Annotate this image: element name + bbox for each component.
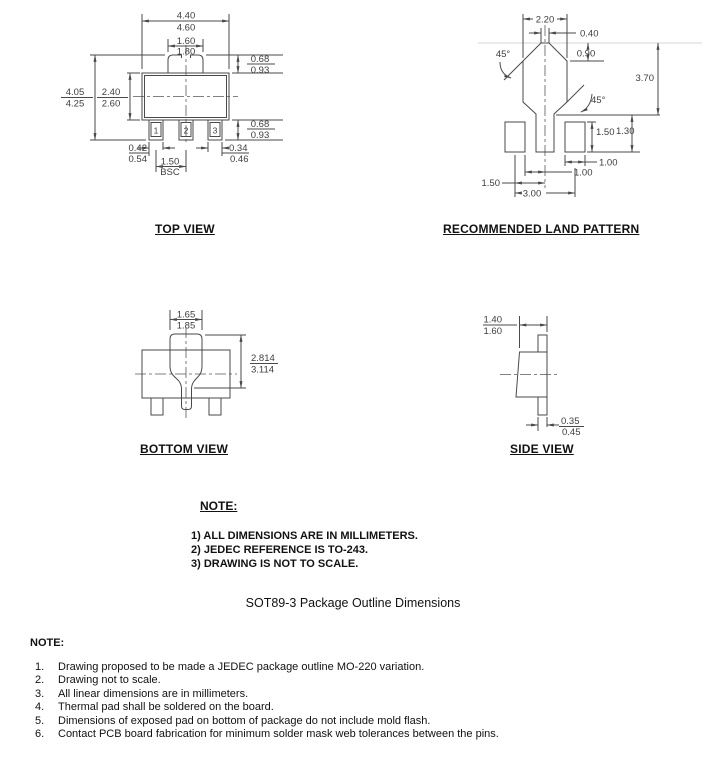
dim-lead-length-min: 0.68 <box>250 119 270 130</box>
footer-note-row <box>35 674 499 687</box>
note-text: Drawing not to scale. <box>58 674 161 687</box>
dim-pad-span: 3.00 <box>522 188 542 200</box>
note-number: 1. <box>35 661 45 673</box>
bottom-lead-1 <box>151 398 163 415</box>
drawing-note-2: 2) JEDEC REFERENCE IS TO-243. <box>191 544 369 556</box>
dim-tab-length-min: 0.68 <box>250 54 270 65</box>
footer-note-heading: NOTE: <box>30 637 65 649</box>
side-tab <box>538 335 547 352</box>
dim-overall-height-min: 4.05 <box>65 87 85 98</box>
dim-angle-mid: 45° <box>591 95 606 106</box>
page-title: SOT89-3 Package Outline Dimensions <box>245 596 461 610</box>
drawing-note-1: 1) ALL DIMENSIONS ARE IN MILLIMETERS. <box>191 530 418 542</box>
dim-side-pad-len-a: 1.50 <box>596 127 615 138</box>
dim-body-height-max: 2.60 <box>101 98 121 110</box>
dim-lead-thickness-min: 0.35 <box>561 416 580 427</box>
dim-tab-width-min: 1.60 <box>176 36 196 47</box>
drawing-note-3: 3) DRAWING IS NOT TO SCALE. <box>191 558 359 570</box>
dim-pad-length: 3.70 <box>635 73 654 84</box>
note-number: 6. <box>35 728 45 741</box>
top-view-drawing <box>61 11 283 179</box>
pin-number-1: 1 <box>153 125 159 136</box>
note-text: Drawing proposed to be made a JEDEC package outline MO-220 variation. <box>58 661 425 673</box>
dim-side-body-width-max: 1.60 <box>483 326 502 337</box>
drawing-note-heading: NOTE: <box>200 499 238 513</box>
dim-lead1-width-min: 0.42 <box>128 143 147 154</box>
dim-center-to-pad: 1.50 <box>481 178 500 189</box>
dim-angle-top: 45° <box>495 49 511 60</box>
dim-bottom-pad-width-max: 1.85 <box>176 320 196 332</box>
note-text: All linear dimensions are in millimeters. <box>58 687 249 700</box>
dim-pitch-qualifier: BSC <box>160 167 180 178</box>
note-number: 4. <box>35 701 45 714</box>
dim-notch-width: 0.40 <box>580 28 599 40</box>
dim-tab-length-max: 0.93 <box>250 65 270 76</box>
footer-note-row <box>35 728 499 741</box>
note-number: 2. <box>35 674 45 687</box>
pin-number-3: 3 <box>212 125 218 136</box>
land-pattern-drawing <box>478 14 702 200</box>
side-lead <box>538 397 547 415</box>
top-view-label: TOP VIEW <box>155 222 215 236</box>
footer-note-row <box>35 715 499 728</box>
note-text: Thermal pad shall be soldered on the board. <box>58 701 274 714</box>
dim-lead1-width-max: 0.54 <box>128 154 147 165</box>
dim-pitch-value: 1.50 <box>160 156 180 168</box>
dim-lead-width-min: 0.34 <box>229 143 248 154</box>
note-number: 5. <box>35 714 45 727</box>
dim-stem-to-pad: 1.00 <box>574 167 593 179</box>
land-pattern-label: RECOMMENDED LAND PATTERN <box>443 222 640 236</box>
pin-number-2: 2 <box>183 125 189 136</box>
right-pad <box>565 122 585 152</box>
dim-bottom-pad-length-min: 2.814 <box>251 353 275 364</box>
footer-note-row <box>35 661 499 674</box>
footer-notes <box>35 661 499 741</box>
dim-taper-depth: 0.90 <box>576 48 596 60</box>
side-view-label: SIDE VIEW <box>510 442 574 456</box>
bottom-view-label: BOTTOM VIEW <box>140 442 228 456</box>
side-view-drawing <box>483 315 584 439</box>
footer-note-row <box>35 688 499 701</box>
dim-lead-length-max: 0.93 <box>250 130 270 141</box>
drawing-notes <box>191 529 418 571</box>
dim-overall-height-max: 4.25 <box>65 98 85 110</box>
tab-outline <box>168 55 182 73</box>
dim-lead-thickness-max: 0.45 <box>562 427 581 438</box>
dim-overall-width-max: 4.60 <box>176 22 196 34</box>
bottom-lead-3 <box>209 398 221 415</box>
dim-lead-width-max: 0.46 <box>230 154 249 165</box>
dim-side-body-width-min: 1.40 <box>483 314 502 326</box>
left-pad <box>505 122 525 152</box>
dim-pad-top-width: 2.20 <box>535 14 555 26</box>
note-text: Dimensions of exposed pad on bottom of package do not include mold flash. <box>58 714 431 727</box>
note-text: Contact PCB board fabrication for minimum solder mask web tolerances between the pins. <box>58 728 499 741</box>
dim-body-height-min: 2.40 <box>101 87 121 98</box>
dim-bottom-pad-length-max: 3.114 <box>251 364 275 376</box>
footer-note-row <box>35 701 499 714</box>
dim-side-pad-len-b: 1.30 <box>616 126 635 137</box>
note-number: 3. <box>35 687 45 700</box>
dim-overall-width-min: 4.40 <box>176 10 196 22</box>
dim-side-pad-width: 1.00 <box>599 157 618 169</box>
bottom-view-drawing <box>135 310 278 421</box>
dim-tab-width-max: 1.80 <box>176 46 196 58</box>
dim-bottom-pad-width-min: 1.65 <box>176 309 196 321</box>
